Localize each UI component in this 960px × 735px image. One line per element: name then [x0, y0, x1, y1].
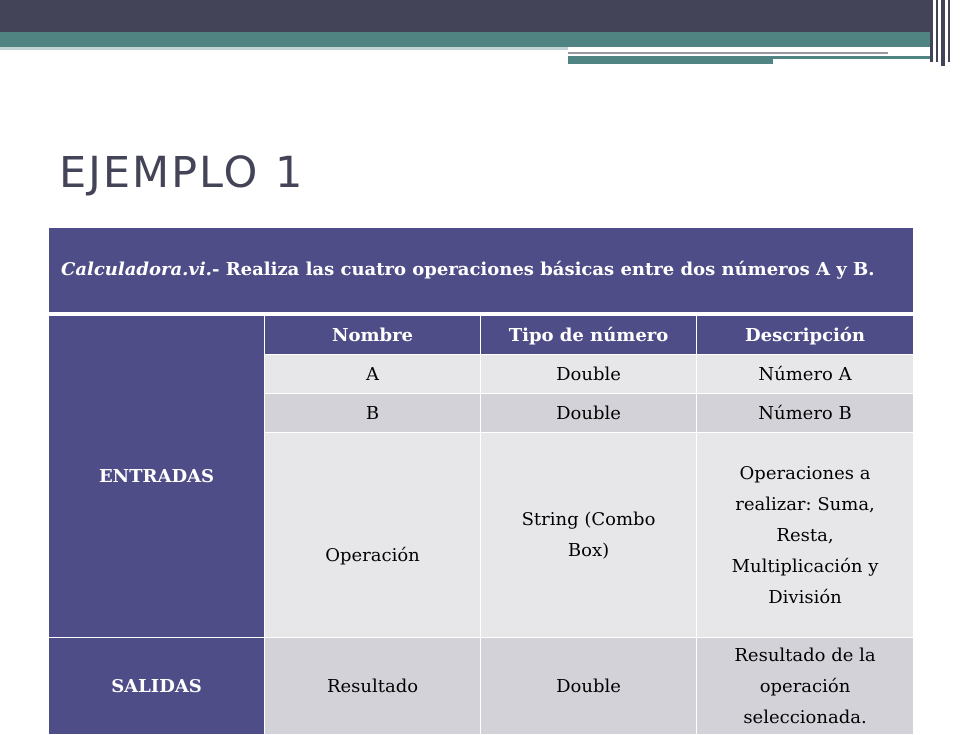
top-band-teal: [0, 32, 930, 47]
table-caption: [49, 228, 914, 315]
cell-name: B: [265, 394, 481, 433]
cell-description: Operaciones a realizar: Suma, Resta, Multiplicación y División: [697, 433, 914, 638]
outputs-label: SALIDAS: [49, 638, 265, 735]
cell-name: Resultado: [265, 638, 481, 735]
top-band-line: [773, 56, 930, 59]
top-band-line: [568, 52, 888, 54]
header-descripcion: Descripción: [697, 314, 914, 355]
cell-type: Double: [481, 355, 697, 394]
slide-title: EJEMPLO 1: [59, 148, 305, 198]
header-tipo: Tipo de número: [481, 314, 697, 355]
table-header-row: [49, 314, 914, 355]
top-band-line: [568, 56, 773, 64]
corner-bar: [936, 0, 938, 62]
caption-row: [49, 228, 914, 315]
inputs-label: ENTRADAS: [49, 314, 265, 638]
top-band-shadow: [0, 47, 568, 50]
cell-name: A: [265, 355, 481, 394]
cell-description: Número A: [697, 355, 914, 394]
corner-bar: [941, 0, 945, 66]
corner-bar: [948, 0, 950, 62]
cell-name: Operación: [265, 433, 481, 638]
io-table: [48, 227, 914, 735]
cell-description: Resultado de la operación seleccionada.: [697, 638, 914, 735]
cell-type: Double: [481, 638, 697, 735]
cell-type: String (Combo Box): [481, 433, 697, 638]
corner-bar: [930, 0, 933, 62]
caption-text: - Realiza las cuatro operaciones básicas entre dos números A y B.: [211, 259, 875, 280]
top-band-dark: [0, 0, 930, 32]
cell-type: Double: [481, 394, 697, 433]
header-nombre: Nombre: [265, 314, 481, 355]
vi-name: Calculadora.vi.: [61, 259, 212, 280]
cell-description: Número B: [697, 394, 914, 433]
